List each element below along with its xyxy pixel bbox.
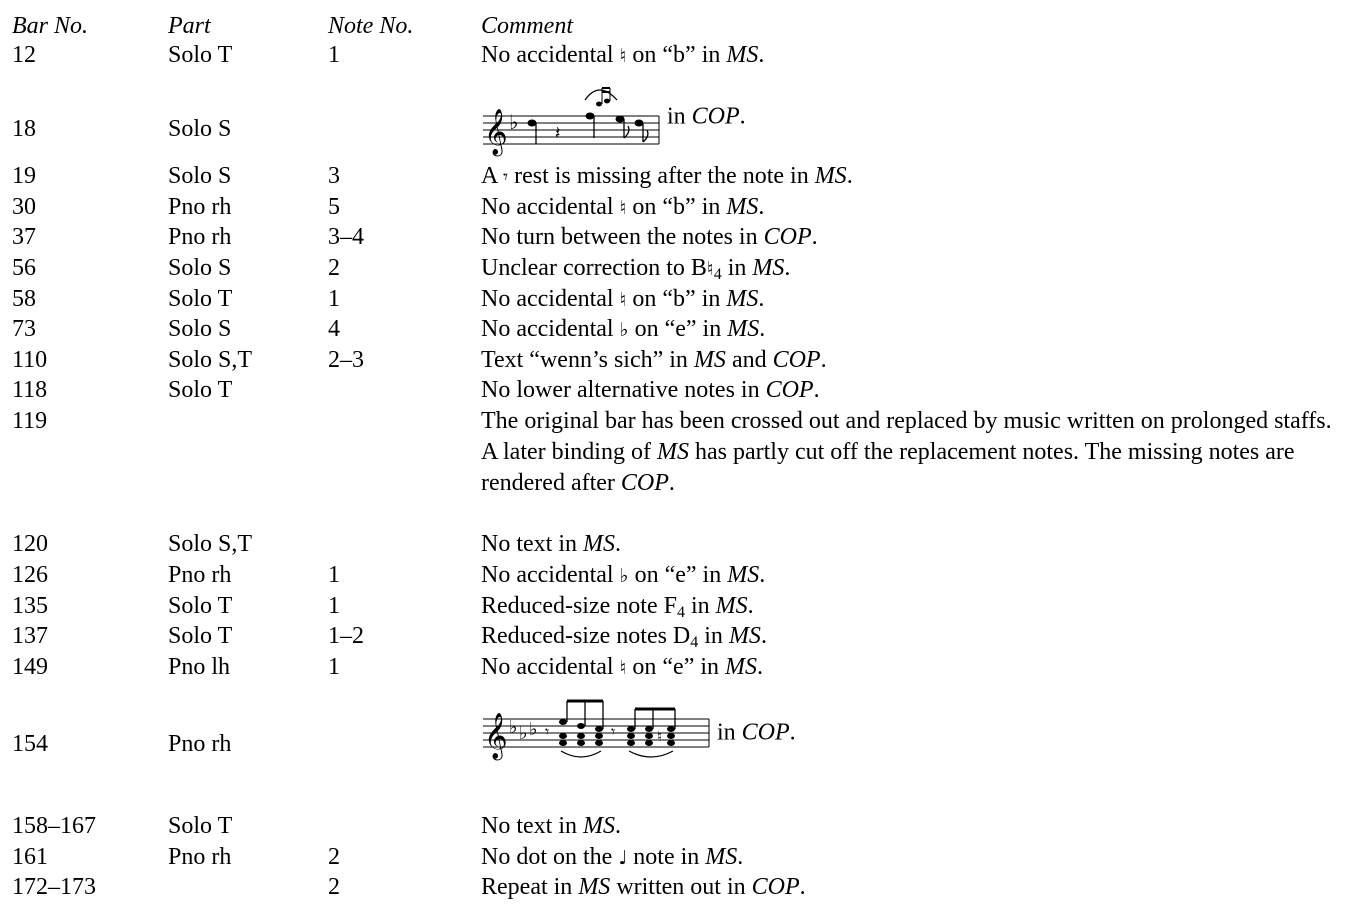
bar-number: 56 (12, 255, 36, 281)
table-row (12, 253, 1342, 283)
table-row (12, 345, 1342, 375)
comment: Reduced-size notes $D_4$ in MS. (481, 623, 767, 651)
header-comment: Comment (481, 13, 573, 39)
svg-text:𝄾: 𝄾 (611, 722, 616, 741)
bar-number: 161 (12, 844, 48, 870)
comment: No lower alternative notes in COP. (481, 377, 820, 403)
note-number: 2 (328, 844, 340, 870)
part: Pno rh (168, 224, 232, 250)
part: Solo S (168, 163, 232, 189)
note-number: 1 (328, 562, 340, 588)
natural-sign-icon: ♮ (706, 258, 714, 280)
bar-number: 18 (12, 116, 36, 142)
music-excerpt-bar-18 (481, 72, 661, 164)
part: Solo S,T (168, 347, 253, 373)
comment: 𝄞 ♭ ♭ ♭ 𝄾 𝄾 ♮ in COP. (481, 691, 796, 777)
note-number: 1 (328, 286, 340, 312)
bar-number: 73 (12, 316, 36, 342)
note-number: 1 (328, 593, 340, 619)
svg-text:𝄞: 𝄞 (484, 713, 508, 759)
bar-number: 172–173 (12, 874, 96, 900)
comment: No accidental ♮ on “b” in MS. (481, 194, 765, 220)
table-row (12, 811, 1342, 841)
music-excerpt-bar-154 (481, 691, 711, 777)
note-number: 2 (328, 874, 340, 900)
table-row (12, 103, 1342, 155)
bar-number: 149 (12, 654, 48, 680)
table-header (12, 11, 1342, 41)
eighth-rest-icon: 𝄾 (503, 166, 509, 188)
table-row (12, 161, 1342, 191)
table-row (12, 192, 1342, 222)
svg-text:♭: ♭ (519, 723, 528, 744)
comment: No turn between the notes in COP. (481, 224, 818, 250)
part: Solo S (168, 316, 232, 342)
comment: The original bar has been crossed out and replaced by music written on prolonged staffs. A later binding of MS has partly cut off the replacement notes. The missing notes are rendered after COP. (481, 408, 1332, 496)
comment: No text in MS. (481, 531, 621, 557)
table-row (12, 842, 1342, 872)
bar-number: 126 (12, 562, 48, 588)
note-number: 2 (328, 255, 340, 281)
part: Solo T (168, 593, 233, 619)
note-number: 1 (328, 654, 340, 680)
flat-sign-icon: ♭ (619, 319, 629, 341)
table-row (12, 314, 1342, 344)
bar-number: 30 (12, 194, 36, 220)
note-number: 1–2 (328, 623, 364, 649)
comment: No accidental ♮ on “b” in MS. (481, 286, 765, 312)
svg-text:𝄞: 𝄞 (484, 109, 508, 155)
bar-number: 137 (12, 623, 48, 649)
table-row (12, 713, 1342, 759)
table-row (12, 621, 1342, 651)
table-row (12, 284, 1342, 314)
bar-number: 19 (12, 163, 36, 189)
part: Pno rh (168, 194, 232, 220)
table-row (12, 560, 1342, 590)
natural-sign-icon: ♮ (619, 197, 627, 219)
part: Solo T (168, 813, 233, 839)
note-number: 5 (328, 194, 340, 220)
header-part: Part (168, 13, 211, 39)
part: Solo T (168, 286, 233, 312)
bar-number: 110 (12, 347, 48, 373)
bar-number: 120 (12, 531, 48, 557)
table-row (12, 591, 1342, 621)
table-row (12, 406, 1342, 530)
comment: No dot on the ♩ note in MS. (481, 844, 744, 870)
note-number: 3 (328, 163, 340, 189)
svg-text:♭: ♭ (509, 110, 519, 134)
note-number: 1 (328, 42, 340, 68)
natural-sign-icon: ♮ (619, 45, 627, 67)
comment: No accidental ♮ on “e” in MS. (481, 654, 764, 680)
part: Solo T (168, 42, 233, 68)
svg-text:♭: ♭ (529, 719, 538, 740)
bar-number: 154 (12, 731, 48, 757)
table-row (12, 375, 1342, 405)
comment: Unclear correction to $B♮_4$ in MS. (481, 255, 791, 283)
header-bar-no: Bar No. (12, 13, 89, 39)
natural-sign-icon: ♮ (619, 657, 627, 679)
comment: 𝄞 ♭ 𝄽 in COP. (481, 72, 746, 164)
part: Pno rh (168, 731, 232, 757)
table-row (12, 40, 1342, 70)
header-note-no: Note No. (328, 13, 414, 39)
table-row (12, 652, 1342, 682)
natural-sign-icon: ♮ (619, 289, 627, 311)
part: Pno rh (168, 844, 232, 870)
bar-number: 118 (12, 377, 48, 403)
part: Solo S (168, 116, 232, 142)
bar-number: 135 (12, 593, 48, 619)
table-row (12, 222, 1342, 252)
bar-number: 158–167 (12, 813, 96, 839)
bar-number: 37 (12, 224, 36, 250)
part: Solo T (168, 623, 233, 649)
bar-number: 119 (12, 408, 48, 434)
comment: No accidental ♮ on “b” in MS. (481, 42, 765, 68)
comment: No text in MS. (481, 813, 621, 839)
comment: A 𝄾 rest is missing after the note in MS. (481, 163, 853, 189)
comment: Text “wenn’s sich” in MS and COP. (481, 347, 827, 373)
svg-text:𝄾: 𝄾 (545, 722, 550, 741)
bar-number: 12 (12, 42, 36, 68)
table-row (12, 529, 1342, 559)
table-row (12, 872, 1342, 902)
part: Solo S (168, 255, 232, 281)
svg-text:𝄽: 𝄽 (555, 123, 561, 144)
part: Pno rh (168, 562, 232, 588)
note-number: 4 (328, 316, 340, 342)
comment: No accidental ♭ on “e” in MS. (481, 562, 766, 588)
part: Solo S,T (168, 531, 253, 557)
bar-number: 58 (12, 286, 36, 312)
note-number: 3–4 (328, 224, 364, 250)
svg-text:♮: ♮ (657, 729, 663, 745)
comment: Reduced-size note $F_4$ in MS. (481, 593, 754, 621)
part: Pno lh (168, 654, 231, 680)
comment: No accidental ♭ on “e” in MS. (481, 316, 766, 342)
comment: Repeat in MS written out in COP. (481, 874, 806, 900)
svg-text:♭: ♭ (509, 717, 518, 738)
flat-sign-icon: ♭ (619, 565, 629, 587)
part: Solo T (168, 377, 233, 403)
quarter-note-icon: ♩ (618, 847, 628, 869)
note-number: 2–3 (328, 347, 364, 373)
